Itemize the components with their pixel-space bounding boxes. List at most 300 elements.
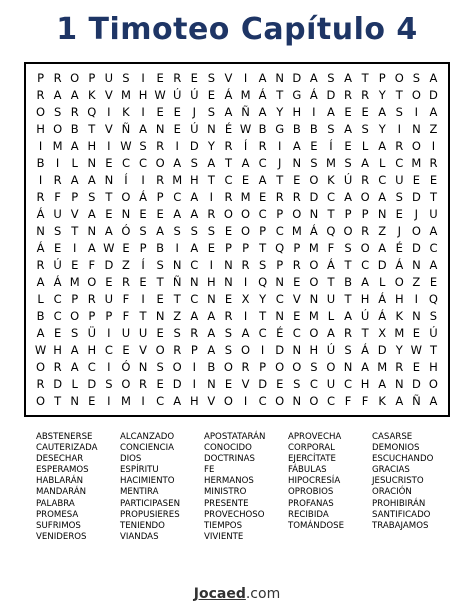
grid-cell[interactable]: N [292,342,302,357]
grid-cell[interactable]: N [412,308,421,323]
grid-cell[interactable]: D [275,342,285,357]
grid-cell[interactable]: L [37,291,44,306]
grid-cell[interactable]: A [70,359,79,374]
grid-cell[interactable]: R [361,88,370,103]
grid-cell[interactable]: N [70,393,79,408]
grid-cell[interactable]: S [190,224,198,239]
grid-cell[interactable]: V [104,122,113,137]
grid-cell[interactable]: U [395,173,404,188]
grid-cell[interactable]: R [258,139,267,154]
grid-cell[interactable]: E [105,156,113,171]
grid-cell[interactable]: B [36,156,45,171]
grid-cell[interactable]: U [121,325,131,340]
grid-cell[interactable]: S [258,257,267,272]
grid-cell[interactable]: I [209,190,214,205]
grid-cell[interactable]: A [104,224,113,239]
grid-cell[interactable]: Y [276,105,284,120]
grid-cell[interactable]: Ú [326,342,336,357]
grid-cell[interactable]: O [394,71,404,86]
grid-cell[interactable]: H [309,342,319,357]
grid-cell[interactable]: B [292,122,301,137]
grid-cell[interactable]: O [241,342,251,357]
grid-cell[interactable]: T [71,224,79,239]
grid-cell[interactable]: A [429,224,438,239]
grid-cell[interactable]: W [34,342,47,357]
grid-cell[interactable]: T [173,291,181,306]
grid-cell[interactable]: F [361,393,369,408]
grid-cell[interactable]: F [54,190,61,205]
grid-cell[interactable]: O [411,224,421,239]
grid-cell[interactable]: Á [258,88,267,103]
grid-cell[interactable]: I [175,139,179,154]
grid-cell[interactable]: A [173,156,182,171]
grid-cell[interactable]: K [88,88,96,103]
grid-cell[interactable]: T [156,274,164,289]
grid-cell[interactable]: V [207,393,216,408]
grid-cell[interactable]: H [292,105,302,120]
grid-cell[interactable]: F [344,393,352,408]
grid-cell[interactable]: T [276,88,284,103]
grid-cell[interactable]: E [156,207,164,222]
grid-cell[interactable]: R [241,257,250,272]
grid-cell[interactable]: C [361,257,370,272]
grid-cell[interactable]: O [411,139,421,154]
grid-cell[interactable]: O [292,359,302,374]
grid-cell[interactable]: S [327,71,335,86]
grid-cell[interactable]: T [344,291,352,306]
grid-cell[interactable]: P [293,240,301,255]
grid-cell[interactable]: M [291,224,302,239]
grid-cell[interactable]: S [53,224,62,239]
grid-cell[interactable]: O [36,359,46,374]
grid-cell[interactable]: O [87,274,97,289]
grid-cell[interactable]: N [275,274,284,289]
grid-cell[interactable]: I [397,122,401,137]
grid-cell[interactable]: A [173,393,182,408]
grid-cell[interactable]: Y [259,291,267,306]
grid-cell[interactable]: U [326,376,336,391]
grid-cell[interactable]: J [278,156,282,171]
grid-cell[interactable]: I [278,139,282,154]
grid-cell[interactable]: E [224,376,233,391]
grid-cell[interactable]: N [309,207,319,222]
grid-cell[interactable]: F [327,240,335,255]
grid-cell[interactable]: I [38,139,43,154]
grid-cell[interactable]: E [156,105,164,120]
grid-cell[interactable]: N [155,308,165,323]
grid-cell[interactable]: B [344,274,352,289]
grid-cell[interactable]: G [292,88,302,103]
grid-cell[interactable]: S [327,122,335,137]
grid-cell[interactable]: F [122,291,130,306]
grid-cell[interactable]: N [207,291,216,306]
grid-cell[interactable]: O [275,393,285,408]
grid-cell[interactable]: A [429,71,438,86]
grid-cell[interactable]: I [312,105,316,120]
grid-cell[interactable]: E [105,207,113,222]
grid-cell[interactable]: B [207,359,216,374]
grid-cell[interactable]: Q [428,291,438,306]
grid-cell[interactable]: I [243,71,248,86]
grid-cell[interactable]: M [240,190,251,205]
grid-cell[interactable]: K [378,393,386,408]
grid-cell[interactable]: Ñ [241,105,250,120]
grid-cell[interactable]: R [429,156,438,171]
grid-cell[interactable]: N [138,359,148,374]
grid-cell[interactable]: A [378,376,387,391]
grid-cell[interactable]: Ú [360,308,370,323]
grid-cell[interactable]: E [207,88,215,103]
grid-cell[interactable]: R [224,308,233,323]
grid-cell[interactable]: Q [275,240,285,255]
grid-cell[interactable]: C [292,325,301,340]
grid-cell[interactable]: N [36,224,45,239]
grid-cell[interactable]: A [190,308,199,323]
grid-cell[interactable]: L [361,139,369,154]
grid-cell[interactable]: N [224,257,233,272]
grid-cell[interactable]: E [173,122,181,137]
grid-cell[interactable]: B [70,122,79,137]
grid-cell[interactable]: O [309,257,319,272]
grid-cell[interactable]: P [242,240,249,255]
grid-cell[interactable]: R [361,173,370,188]
grid-cell[interactable]: O [309,274,319,289]
grid-cell[interactable]: Í [329,139,333,154]
grid-cell[interactable]: S [395,190,403,205]
grid-cell[interactable]: O [241,207,251,222]
grid-cell[interactable]: E [344,139,352,154]
grid-cell[interactable]: A [327,325,335,340]
grid-cell[interactable]: R [395,139,404,154]
grid-cell[interactable]: S [53,105,62,120]
grid-cell[interactable]: É [276,325,284,340]
grid-cell[interactable]: T [344,257,352,272]
grid-cell[interactable]: I [192,376,196,391]
grid-cell[interactable]: T [259,308,267,323]
grid-cell[interactable]: O [241,224,251,239]
grid-cell[interactable]: G [275,122,285,137]
grid-cell[interactable]: C [224,173,233,188]
grid-cell[interactable]: U [104,291,114,306]
grid-cell[interactable]: T [361,325,369,340]
grid-cell[interactable]: A [292,139,301,154]
grid-cell[interactable]: N [207,376,216,391]
grid-cell[interactable]: Z [412,274,421,289]
grid-cell[interactable]: C [378,173,387,188]
grid-cell[interactable]: R [156,139,165,154]
grid-cell[interactable]: S [412,71,421,86]
grid-cell[interactable]: R [224,190,233,205]
grid-cell[interactable]: V [224,71,233,86]
grid-cell[interactable]: V [70,207,79,222]
grid-cell[interactable]: I [243,393,248,408]
grid-cell[interactable]: S [156,359,164,374]
grid-cell[interactable]: O [70,71,80,86]
grid-cell[interactable]: A [139,122,147,137]
grid-cell[interactable]: Ú [190,122,199,137]
grid-cell[interactable]: L [378,156,386,171]
grid-cell[interactable]: N [172,257,182,272]
grid-cell[interactable]: P [71,291,79,306]
grid-cell[interactable]: M [120,88,131,103]
grid-cell[interactable]: Í [243,139,248,154]
grid-cell[interactable]: C [190,291,199,306]
grid-cell[interactable]: Z [378,224,387,239]
grid-cell[interactable]: H [189,173,199,188]
grid-cell[interactable]: E [412,173,420,188]
grid-cell[interactable]: Q [87,105,97,120]
grid-cell[interactable]: O [121,376,131,391]
grid-cell[interactable]: Ó [121,359,131,374]
grid-cell[interactable]: Q [326,224,336,239]
grid-cell[interactable]: C [53,291,62,306]
grid-cell[interactable]: S [344,156,352,171]
grid-cell[interactable]: D [411,240,421,255]
grid-cell[interactable]: E [71,257,79,272]
grid-cell[interactable]: R [292,257,301,272]
grid-cell[interactable]: I [141,393,145,408]
grid-cell[interactable]: U [138,325,148,340]
grid-cell[interactable]: H [429,359,438,374]
grid-cell[interactable]: A [87,207,96,222]
grid-cell[interactable]: E [139,274,147,289]
grid-cell[interactable]: O [326,359,336,374]
grid-cell[interactable]: N [104,173,114,188]
grid-cell[interactable]: E [207,240,215,255]
grid-cell[interactable]: O [360,190,370,205]
grid-cell[interactable]: R [139,376,148,391]
grid-cell[interactable]: Á [327,257,335,272]
grid-cell[interactable]: O [428,376,438,391]
grid-cell[interactable]: I [141,291,145,306]
grid-cell[interactable]: I [431,139,436,154]
grid-cell[interactable]: S [71,325,79,340]
grid-cell[interactable]: A [378,139,387,154]
grid-cell[interactable]: E [156,325,164,340]
grid-cell[interactable]: C [258,325,267,340]
grid-cell[interactable]: O [223,393,233,408]
grid-cell[interactable]: H [360,291,370,306]
grid-cell[interactable]: I [414,291,419,306]
grid-cell[interactable]: Ú [53,257,62,272]
grid-cell[interactable]: O [223,207,233,222]
grid-cell[interactable]: N [87,224,97,239]
grid-cell[interactable]: I [38,173,43,188]
grid-cell[interactable]: A [395,393,404,408]
grid-cell[interactable]: N [412,257,421,272]
grid-cell[interactable]: I [243,274,248,289]
grid-cell[interactable]: O [292,207,302,222]
grid-cell[interactable]: S [310,359,318,374]
grid-cell[interactable]: I [414,105,419,120]
grid-cell[interactable]: M [308,240,319,255]
grid-cell[interactable]: A [53,88,62,103]
grid-cell[interactable]: T [54,393,62,408]
grid-cell[interactable]: N [292,393,302,408]
grid-cell[interactable]: Á [361,342,370,357]
grid-cell[interactable]: S [88,190,96,205]
grid-cell[interactable]: E [224,224,233,239]
grid-cell[interactable]: C [258,156,267,171]
grid-cell[interactable]: T [105,190,113,205]
grid-cell[interactable]: B [156,240,165,255]
grid-cell[interactable]: Y [207,139,215,154]
grid-cell[interactable]: E [293,173,301,188]
grid-cell[interactable]: M [411,156,422,171]
grid-cell[interactable]: A [429,257,438,272]
grid-cell[interactable]: E [88,393,96,408]
grid-cell[interactable]: R [224,139,233,154]
grid-cell[interactable]: Á [53,274,62,289]
grid-cell[interactable]: C [275,224,284,239]
grid-cell[interactable]: Á [309,224,318,239]
grid-cell[interactable]: A [378,240,387,255]
grid-cell[interactable]: Ú [343,173,353,188]
grid-cell[interactable]: R [395,359,404,374]
grid-cell[interactable]: B [258,122,267,137]
grid-cell[interactable]: P [139,240,147,255]
grid-cell[interactable]: A [190,207,199,222]
grid-cell[interactable]: R [36,88,45,103]
grid-cell[interactable]: S [156,257,164,272]
grid-cell[interactable]: S [395,105,403,120]
grid-cell[interactable]: C [258,207,267,222]
grid-cell[interactable]: N [394,376,404,391]
grid-cell[interactable]: D [309,190,319,205]
grid-cell[interactable]: S [139,139,147,154]
grid-cell[interactable]: Q [258,274,268,289]
grid-cell[interactable]: H [36,122,45,137]
grid-cell[interactable]: A [190,190,199,205]
grid-cell[interactable]: A [344,190,352,205]
grid-cell[interactable]: C [121,156,130,171]
grid-cell[interactable]: O [155,342,165,357]
grid-cell[interactable]: N [87,156,97,171]
grid-cell[interactable]: T [207,173,215,188]
grid-cell[interactable]: A [70,139,79,154]
grid-cell[interactable]: E [429,173,438,188]
grid-cell[interactable]: V [241,376,250,391]
grid-cell[interactable]: Ú [172,88,182,103]
grid-cell[interactable]: A [258,173,267,188]
grid-cell[interactable]: N [224,274,233,289]
grid-cell[interactable]: C [395,156,404,171]
grid-cell[interactable]: P [88,308,96,323]
grid-cell[interactable]: U [429,207,438,222]
grid-cell[interactable]: Á [395,257,404,272]
grid-cell[interactable]: R [53,359,62,374]
grid-cell[interactable]: S [173,325,181,340]
grid-cell[interactable]: I [141,173,145,188]
grid-cell[interactable]: S [207,224,216,239]
grid-cell[interactable]: A [344,308,352,323]
grid-cell[interactable]: E [276,376,284,391]
grid-cell[interactable]: E [412,359,420,374]
grid-cell[interactable]: C [139,156,148,171]
grid-cell[interactable]: R [173,71,182,86]
grid-cell[interactable]: S [293,376,301,391]
grid-cell[interactable]: U [104,71,114,86]
grid-cell[interactable]: C [53,308,62,323]
grid-cell[interactable]: R [36,190,45,205]
grid-cell[interactable]: S [173,224,181,239]
grid-cell[interactable]: R [207,207,216,222]
grid-cell[interactable]: D [326,88,336,103]
grid-cell[interactable]: N [292,156,302,171]
grid-cell[interactable]: R [121,274,130,289]
grid-cell[interactable]: A [87,173,96,188]
grid-cell[interactable]: S [344,240,352,255]
grid-cell[interactable]: D [189,139,199,154]
grid-cell[interactable]: O [275,359,285,374]
grid-cell[interactable]: A [207,325,216,340]
grid-cell[interactable]: S [344,342,352,357]
grid-cell[interactable]: L [71,376,78,391]
grid-cell[interactable]: Á [36,207,45,222]
grid-cell[interactable]: R [275,190,284,205]
grid-cell[interactable]: S [139,224,147,239]
grid-cell[interactable]: O [121,190,131,205]
grid-cell[interactable]: I [192,359,196,374]
grid-cell[interactable]: H [189,393,199,408]
grid-cell[interactable]: D [172,376,182,391]
grid-cell[interactable]: P [276,257,284,272]
grid-cell[interactable]: C [429,240,438,255]
grid-cell[interactable]: C [173,190,182,205]
grid-cell[interactable]: C [156,393,165,408]
grid-cell[interactable]: A [207,156,216,171]
grid-cell[interactable]: A [309,71,318,86]
grid-cell[interactable]: Í [141,257,145,272]
grid-cell[interactable]: N [412,122,421,137]
grid-cell[interactable]: T [361,71,369,86]
grid-cell[interactable]: É [224,122,233,137]
grid-cell[interactable]: T [259,240,267,255]
grid-cell[interactable]: N [121,207,131,222]
grid-cell[interactable]: T [139,308,147,323]
grid-cell[interactable]: M [120,393,131,408]
grid-cell[interactable]: I [107,393,111,408]
grid-cell[interactable]: E [156,291,164,306]
grid-cell[interactable]: P [71,190,79,205]
grid-cell[interactable]: D [429,88,438,103]
grid-cell[interactable]: R [190,325,199,340]
grid-cell[interactable]: T [327,274,335,289]
grid-cell[interactable]: F [122,308,130,323]
grid-cell[interactable]: N [189,274,199,289]
grid-cell[interactable]: U [326,291,336,306]
grid-cell[interactable]: E [293,274,301,289]
grid-cell[interactable]: Á [139,190,147,205]
grid-cell[interactable]: D [53,376,63,391]
grid-cell[interactable]: P [378,71,386,86]
grid-cell[interactable]: J [192,105,196,120]
grid-cell[interactable]: H [394,291,404,306]
grid-cell[interactable]: P [156,190,164,205]
grid-cell[interactable]: I [55,156,60,171]
grid-cell[interactable]: Y [378,88,386,103]
grid-cell[interactable]: K [395,308,404,323]
grid-cell[interactable]: R [292,190,301,205]
grid-cell[interactable]: P [224,240,232,255]
grid-cell[interactable]: J [414,207,419,222]
grid-cell[interactable]: S [310,156,318,171]
grid-cell[interactable]: D [377,342,387,357]
grid-cell[interactable]: E [412,325,420,340]
grid-cell[interactable]: I [209,257,214,272]
grid-cell[interactable]: A [344,122,352,137]
grid-cell[interactable]: M [377,359,388,374]
